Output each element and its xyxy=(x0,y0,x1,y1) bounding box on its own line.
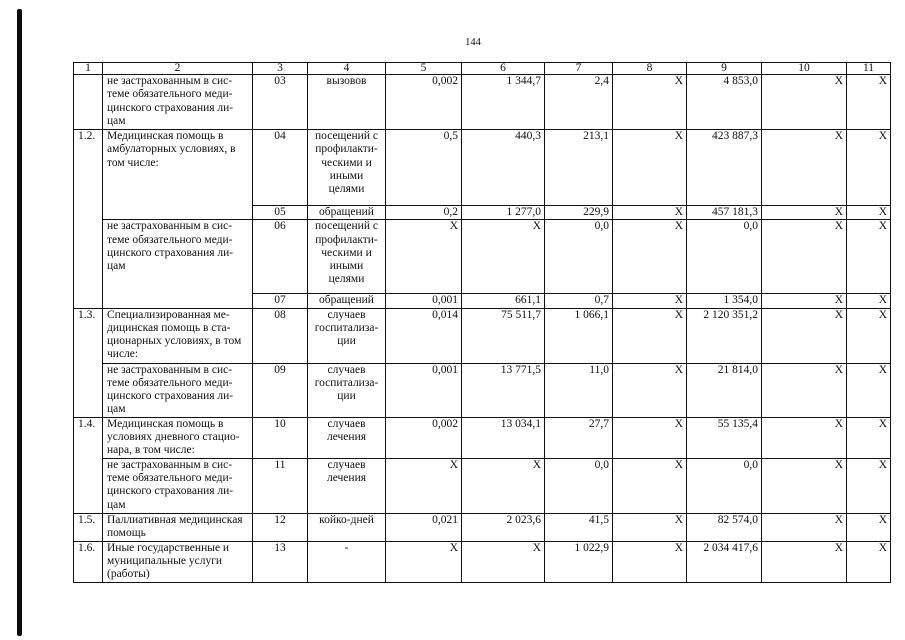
value-col-6: X xyxy=(462,220,545,294)
value-col-8: X xyxy=(613,513,687,541)
line-code: 04 xyxy=(253,130,308,206)
row-description: Паллиативная медицинская помощь xyxy=(103,513,253,541)
line-code: 05 xyxy=(253,206,308,220)
table-row xyxy=(74,75,891,130)
section-number: 1.5. xyxy=(74,513,103,541)
value-col-11: X xyxy=(847,206,891,220)
value-col-7: 11,0 xyxy=(545,363,613,417)
table-row xyxy=(74,513,891,541)
section-number: 1.4. xyxy=(74,417,103,513)
table-row xyxy=(74,363,891,417)
value-col-7: 0,0 xyxy=(545,458,613,513)
unit-of-measure: обращений xyxy=(308,294,386,308)
value-col-11: X xyxy=(847,308,891,363)
unit-of-measure: случаев лечения xyxy=(308,417,386,458)
unit-of-measure: случаев госпитализа- ции xyxy=(308,308,386,363)
unit-of-measure: посещений с профилакти- ческими и иными целями xyxy=(308,130,386,206)
value-col-6: 1 277,0 xyxy=(462,206,545,220)
line-code: 03 xyxy=(253,75,308,130)
header-cell-3: 3 xyxy=(253,63,308,75)
header-cell-6: 6 xyxy=(462,63,545,75)
data-table xyxy=(73,62,891,583)
header-cell-4: 4 xyxy=(308,63,386,75)
line-code: 12 xyxy=(253,513,308,541)
value-col-10: X xyxy=(762,75,847,130)
value-col-10: X xyxy=(762,541,847,582)
row-description: не застрахованным в сис- теме обязательного меди- цинского страхования ли- цам xyxy=(103,75,253,130)
value-col-8: X xyxy=(613,458,687,513)
value-col-5: X xyxy=(386,220,462,294)
row-description: не застрахованным в сис- теме обязательного меди- цинского страхования ли- цам xyxy=(103,458,253,513)
section-number: 1.3. xyxy=(74,308,103,417)
value-col-5: 0,5 xyxy=(386,130,462,206)
value-col-6: 661,1 xyxy=(462,294,545,308)
value-col-10: X xyxy=(762,130,847,206)
value-col-8: X xyxy=(613,363,687,417)
value-col-7: 0,7 xyxy=(545,294,613,308)
table-row xyxy=(74,130,891,206)
section-number: 1.6. xyxy=(74,541,103,582)
value-col-7: 229,9 xyxy=(545,206,613,220)
value-col-11: X xyxy=(847,75,891,130)
value-col-10: X xyxy=(762,308,847,363)
value-col-8: X xyxy=(613,75,687,130)
value-col-7: 1 022,9 xyxy=(545,541,613,582)
row-description: не застрахованным в сис- теме обязательного меди- цинского страхования ли- цам xyxy=(103,220,253,308)
value-col-11: X xyxy=(847,417,891,458)
line-code: 08 xyxy=(253,308,308,363)
value-col-6: 1 344,7 xyxy=(462,75,545,130)
row-description: не застрахованным в сис- теме обязательного меди- цинского страхования ли- цам xyxy=(103,363,253,417)
table-row xyxy=(74,417,891,458)
value-col-6: 13 771,5 xyxy=(462,363,545,417)
value-col-7: 1 066,1 xyxy=(545,308,613,363)
value-col-10: X xyxy=(762,220,847,294)
value-col-5: 0,001 xyxy=(386,294,462,308)
value-col-9: 55 135,4 xyxy=(687,417,762,458)
value-col-10: X xyxy=(762,206,847,220)
value-col-5: 0,2 xyxy=(386,206,462,220)
unit-of-measure: посещений с профилакти- ческими и иными целями xyxy=(308,220,386,294)
value-col-10: X xyxy=(762,458,847,513)
line-code: 10 xyxy=(253,417,308,458)
value-col-11: X xyxy=(847,541,891,582)
value-col-10: X xyxy=(762,294,847,308)
row-description: Специализированная ме- дицинская помощь в ста- ционарных условиях, в том числе: xyxy=(103,308,253,363)
header-cell-1: 1 xyxy=(74,63,103,75)
value-col-6: 2 023,6 xyxy=(462,513,545,541)
value-col-6: 13 034,1 xyxy=(462,417,545,458)
value-col-7: 213,1 xyxy=(545,130,613,206)
unit-of-measure: случаев госпитализа- ции xyxy=(308,363,386,417)
line-code: 06 xyxy=(253,220,308,294)
value-col-9: 457 181,3 xyxy=(687,206,762,220)
value-col-6: 75 511,7 xyxy=(462,308,545,363)
value-col-7: 2,4 xyxy=(545,75,613,130)
row-description: Иные государственные и муниципальные услуги (работы) xyxy=(103,541,253,582)
value-col-8: X xyxy=(613,417,687,458)
value-col-9: 0,0 xyxy=(687,458,762,513)
value-col-11: X xyxy=(847,363,891,417)
page-number: 144 xyxy=(465,37,481,48)
value-col-11: X xyxy=(847,458,891,513)
value-col-9: 21 814,0 xyxy=(687,363,762,417)
value-col-5: 0,002 xyxy=(386,417,462,458)
value-col-6: X xyxy=(462,541,545,582)
header-cell-7: 7 xyxy=(545,63,613,75)
value-col-10: X xyxy=(762,417,847,458)
row-description: Медицинская помощь в условиях дневного стацио- нара, в том числе: xyxy=(103,417,253,458)
value-col-9: 2 034 417,6 xyxy=(687,541,762,582)
value-col-7: 0,0 xyxy=(545,220,613,294)
unit-of-measure: случаев лечения xyxy=(308,458,386,513)
unit-of-measure: - xyxy=(308,541,386,582)
value-col-8: X xyxy=(613,220,687,294)
header-cell-8: 8 xyxy=(613,63,687,75)
line-code: 11 xyxy=(253,458,308,513)
value-col-5: 0,002 xyxy=(386,75,462,130)
header-cell-9: 9 xyxy=(687,63,762,75)
value-col-8: X xyxy=(613,206,687,220)
scan-edge-bar xyxy=(17,9,22,636)
header-cell-2: 2 xyxy=(103,63,253,75)
unit-of-measure: вызовов xyxy=(308,75,386,130)
value-col-7: 41,5 xyxy=(545,513,613,541)
line-code: 07 xyxy=(253,294,308,308)
value-col-9: 4 853,0 xyxy=(687,75,762,130)
value-col-9: 1 354,0 xyxy=(687,294,762,308)
value-col-9: 2 120 351,2 xyxy=(687,308,762,363)
value-col-6: X xyxy=(462,458,545,513)
value-col-9: 423 887,3 xyxy=(687,130,762,206)
value-col-9: 0,0 xyxy=(687,220,762,294)
row-description: Медицинская помощь в амбулаторных условиях, в том числе: xyxy=(103,130,253,220)
value-col-5: 0,001 xyxy=(386,363,462,417)
unit-of-measure: койко-дней xyxy=(308,513,386,541)
table-row xyxy=(74,458,891,513)
unit-of-measure: обращений xyxy=(308,206,386,220)
line-code: 13 xyxy=(253,541,308,582)
value-col-8: X xyxy=(613,541,687,582)
header-cell-5: 5 xyxy=(386,63,462,75)
value-col-8: X xyxy=(613,294,687,308)
value-col-11: X xyxy=(847,294,891,308)
table-row xyxy=(74,220,891,294)
value-col-11: X xyxy=(847,130,891,206)
value-col-6: 440,3 xyxy=(462,130,545,206)
value-col-10: X xyxy=(762,363,847,417)
value-col-11: X xyxy=(847,220,891,294)
table-row xyxy=(74,308,891,363)
value-col-5: 0,014 xyxy=(386,308,462,363)
value-col-9: 82 574,0 xyxy=(687,513,762,541)
section-number xyxy=(74,75,103,130)
line-code: 09 xyxy=(253,363,308,417)
value-col-5: X xyxy=(386,458,462,513)
value-col-5: 0,021 xyxy=(386,513,462,541)
value-col-5: X xyxy=(386,541,462,582)
header-cell-10: 10 xyxy=(762,63,847,75)
header-row xyxy=(74,63,891,75)
value-col-11: X xyxy=(847,513,891,541)
section-number: 1.2. xyxy=(74,130,103,309)
value-col-8: X xyxy=(613,308,687,363)
header-cell-11: 11 xyxy=(847,63,891,75)
value-col-7: 27,7 xyxy=(545,417,613,458)
table-row xyxy=(74,541,891,582)
value-col-8: X xyxy=(613,130,687,206)
value-col-10: X xyxy=(762,513,847,541)
